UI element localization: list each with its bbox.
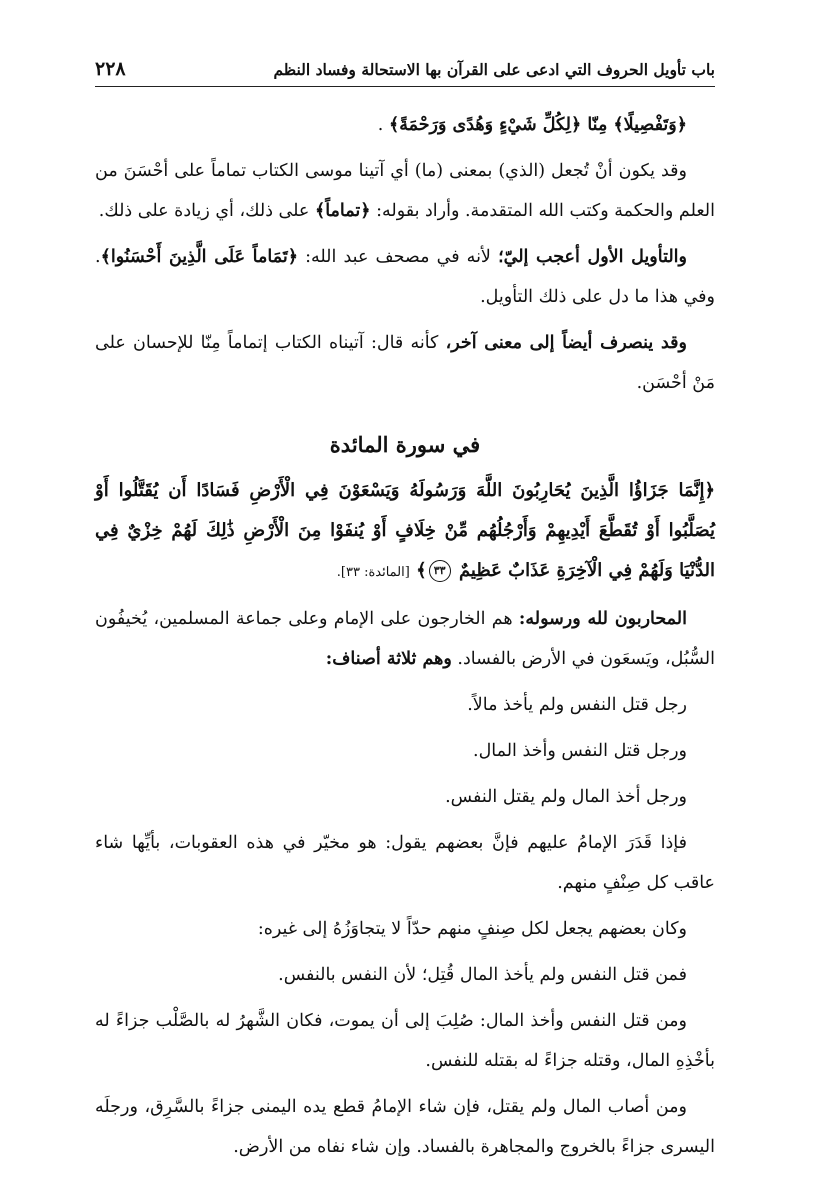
bold-lead: والتأويل الأول أعجب إليّ؛: [498, 247, 687, 267]
paragraph-10: ومن أصاب المال ولم يقتل، فإن شاء الإمامُ قطع يده اليمنى جزاءً بالسَّرِق، ورجلَه اليسرى جزاءً بالخروج والمجاهرة بالفساد. وإن شاء نفاه من الأرض.: [95, 1097, 715, 1157]
paragraph-text: لأنه في مصحف عبد الله:: [305, 247, 491, 267]
page-header: [95, 52, 715, 87]
section-title: في سورة المائدة: [329, 432, 481, 457]
bold-tail: وهم ثلاثة أصناف:: [325, 649, 452, 669]
quran-quote: ﴿وَتَفْصِيلًا﴾ مِنّا ﴿لِكُلِّ شَيْءٍ وَهُدًى وَرَحْمَةً﴾: [388, 115, 687, 135]
paragraph-3: [95, 237, 715, 317]
page-number: ٢٢٨: [95, 58, 126, 80]
paragraph-text: هم الخارجون على الإمام وعلى جماعة المسلمين، يُخيفُون السُّبُل، ويَسعَون في الأرض بالفساد.: [95, 609, 715, 669]
paragraph-5: [95, 599, 715, 679]
paragraph-1: [95, 105, 715, 145]
verse-close: ﴾: [416, 560, 427, 581]
paragraph-8: فمن قتل النفس ولم يأخذ المال قُتِل؛ لأن النفس بالنفس.: [278, 965, 687, 985]
paragraph-text: . وفي هذا ما دل على ذلك التأويل.: [95, 247, 715, 307]
list-item: ورجل قتل النفس وأخذ المال.: [473, 741, 687, 761]
quran-quote: ﴿تَمَاماً عَلَى الَّذِينَ أَحْسَنُوا﴾: [100, 247, 298, 267]
paragraph-2: [95, 151, 715, 231]
paragraph-text: وقد يكون أنْ تُجعل (الذي) بمعنى (ما) أي آتينا موسى الكتاب تماماً على أحْسَنَ من العلم والحكمة وكتب الله المتقدمة. وأراد بقوله:: [95, 161, 715, 221]
paragraph-text: كأنه قال: آتيناه الكتاب إتماماً مِنّا للإحسان على مَنْ أحْسَن.: [95, 333, 715, 393]
paragraph-text: على ذلك، أي زيادة على ذلك.: [98, 201, 310, 221]
paragraph-7: وكان بعضهم يجعل لكل صِنفٍ منهم حدّاً لا يتجاوَزُهُ إلى غيره:: [257, 919, 687, 939]
paragraph-9: ومن قتل النفس وأخذ المال: صُلِبَ إلى أن يموت، فكان الشَّهرُ له بالصَّلْب جزاءً له بأخْذِهِ المال، وقتله جزاءً له بقتله للنفس.: [95, 1011, 715, 1071]
ayah-number-icon: ٣٣: [429, 560, 451, 582]
bold-lead: وقد ينصرف أيضاً إلى معنى آخر،: [445, 333, 687, 353]
quran-quote: ﴿تماماً﴾: [314, 201, 371, 221]
quran-verse: [95, 471, 715, 593]
page: [95, 52, 715, 1167]
paragraph-6: فإذا قَدَرَ الإمامُ عليهم فإنَّ بعضهم يقول: هو مخيّر في هذه العقوبات، بأيِّها شاء عاقب كل صِنْفٍ منهم.: [95, 833, 715, 893]
bold-lead: المحاربون لله ورسوله:: [518, 609, 687, 629]
list-item: ورجل أخذ المال ولم يقتل النفس.: [445, 787, 687, 807]
verse-text: ﴿إِنَّمَا جَزَاؤُا الَّذِينَ يُحَارِبُونَ اللَّهَ وَرَسُولَهُ وَيَسْعَوْنَ فِي الْأَرْضِ فَسَادًا أَن يُقَتَّلُوا أَوْ يُصَلَّبُوا أَوْ تُقَطَّعَ أَيْدِيهِمْ وَأَرْجُلُهُم مِّنْ خِلَافٍ أَوْ يُنفَوْا مِنَ الْأَرْضِ ذَٰلِكَ لَهُمْ خِزْيٌ فِي الدُّنْيَا وَلَهُمْ فِي الْآخِرَةِ عَذَابٌ عَظِيمٌ: [95, 480, 715, 581]
running-head: باب تأويل الحروف التي ادعى على القرآن بها الاستحالة وفساد النظم: [273, 59, 715, 79]
paragraph-text: .: [377, 115, 384, 135]
list-item: رجل قتل النفس ولم يأخذ مالاً.: [467, 695, 687, 715]
paragraph-4: [95, 323, 715, 403]
verse-reference: [المائدة: ٣٣].: [336, 565, 410, 580]
